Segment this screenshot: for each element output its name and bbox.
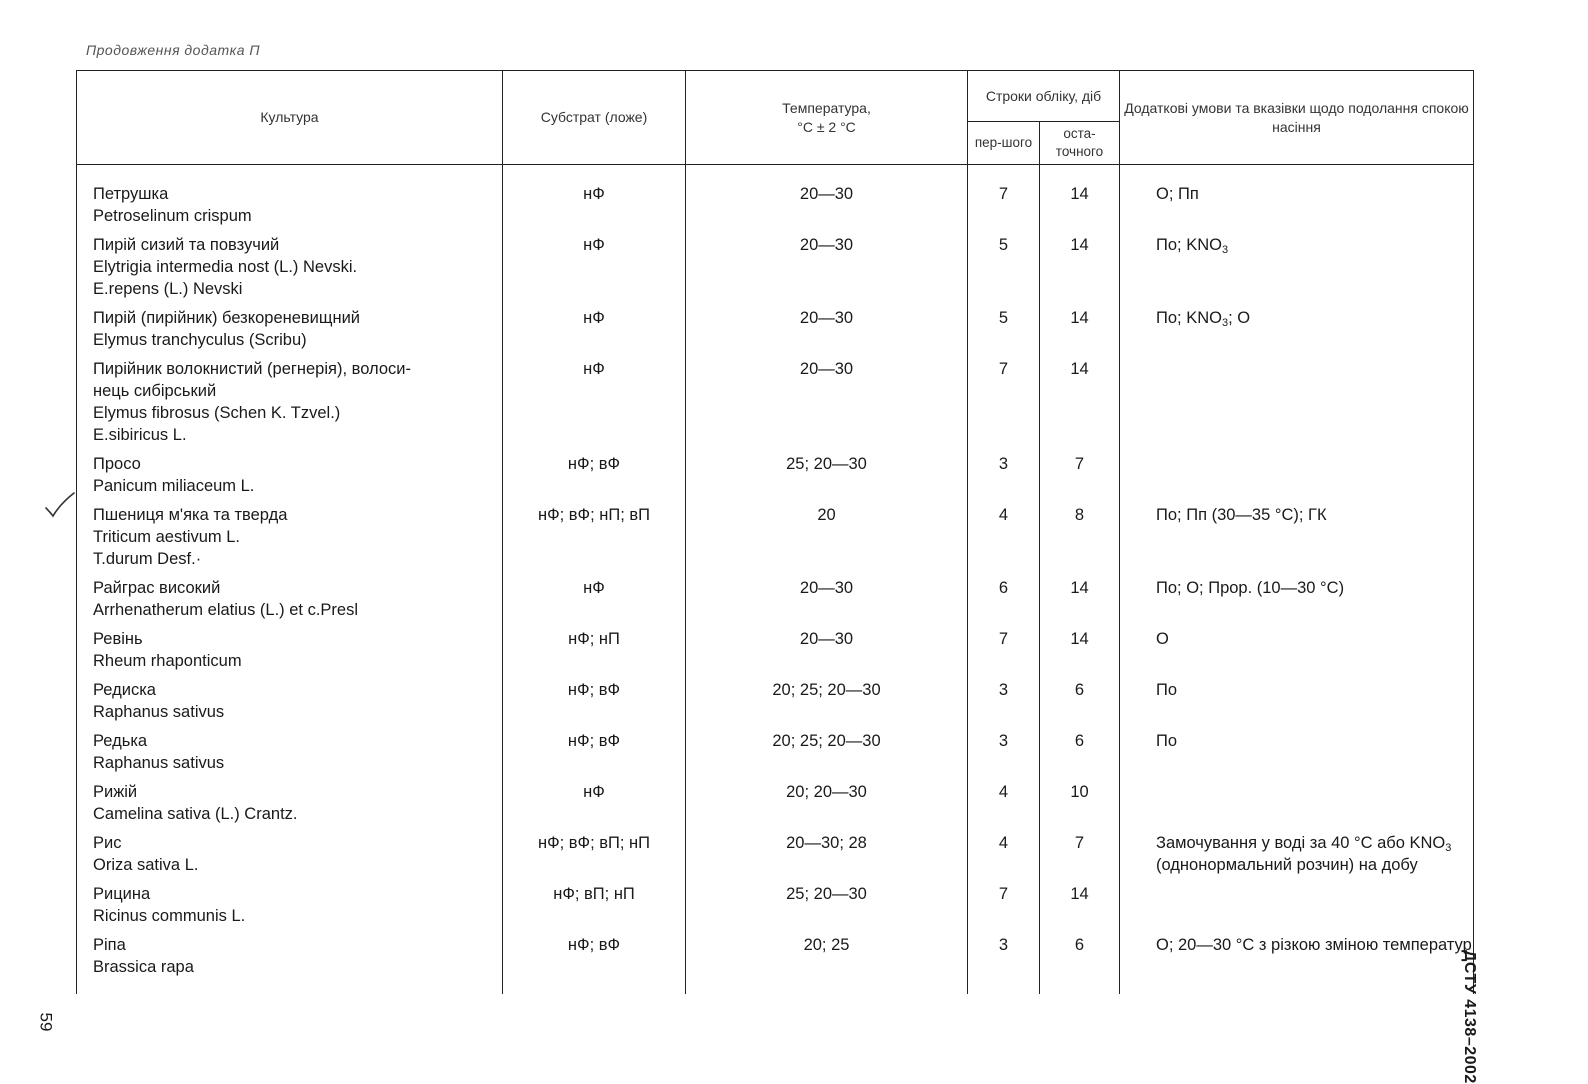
crop-cell <box>77 446 503 497</box>
table-bottom-spacer <box>77 978 1474 994</box>
crop-cell <box>77 825 503 876</box>
temperature-cell: 20 <box>686 497 968 570</box>
final-count-cell: 14 <box>1040 876 1120 927</box>
notes-cell: О; Пп <box>1120 165 1474 228</box>
crop-name-latin: Triticum aestivum L. <box>93 528 241 546</box>
final-count-cell: 14 <box>1040 165 1120 228</box>
final-count-cell: 10 <box>1040 774 1120 825</box>
substrate-cell: нФ <box>503 300 686 351</box>
substrate-cell: нФ; вП; нП <box>503 876 686 927</box>
table-row <box>77 672 1474 723</box>
header-counting-group: Строки обліку, діб <box>968 71 1120 122</box>
header-final-count: оста-точного <box>1040 122 1120 165</box>
spacer-cell <box>503 978 686 994</box>
table-row <box>77 446 1474 497</box>
spacer-cell <box>686 978 968 994</box>
crop-name-latin: E.repens (L.) Nevski <box>93 280 243 298</box>
first-count-cell: 3 <box>968 723 1040 774</box>
crop-name-ua: Ревінь <box>93 630 143 648</box>
final-count-cell: 14 <box>1040 351 1120 446</box>
spacer-cell <box>1120 978 1474 994</box>
crop-name-ua: Пирійник волокнистий (регнерія), волоси- <box>93 360 411 378</box>
table-row <box>77 774 1474 825</box>
crop-name-ua: Рис <box>93 834 122 852</box>
crop-cell <box>77 672 503 723</box>
substrate-cell: нФ <box>503 165 686 228</box>
crop-cell <box>77 351 503 446</box>
final-count-cell: 6 <box>1040 927 1120 978</box>
temperature-cell: 20—30 <box>686 570 968 621</box>
crop-name-ua: Редиска <box>93 681 156 699</box>
temperature-cell: 20—30 <box>686 351 968 446</box>
notes-cell: По; О; Прор. (10—30 °C) <box>1120 570 1474 621</box>
crop-name-latin: Petroselinum crispum <box>93 207 252 225</box>
crop-name-latin: Arrhenatherum elatius (L.) et c.Presl <box>93 601 359 619</box>
notes-cell: О <box>1120 621 1474 672</box>
first-count-cell: 7 <box>968 165 1040 228</box>
temperature-cell: 20; 25; 20—30 <box>686 723 968 774</box>
crop-cell <box>77 927 503 978</box>
substrate-cell: нФ <box>503 570 686 621</box>
crop-name-ua: Пирій сизий та повзучий <box>93 236 280 254</box>
substrate-cell: нФ; вФ; нП; вП <box>503 497 686 570</box>
standard-label: ДСТУ 4138–2002 <box>1461 950 1478 1084</box>
final-count-cell: 8 <box>1040 497 1120 570</box>
crop-cell <box>77 723 503 774</box>
crop-name-latin: Raphanus sativus <box>93 754 225 772</box>
header-temperature-line1: Температура, <box>782 99 871 116</box>
crop-cell <box>77 774 503 825</box>
crop-name-ua: Ріпа <box>93 936 126 954</box>
table-row <box>77 927 1474 978</box>
table-row <box>77 570 1474 621</box>
temperature-cell: 20—30 <box>686 165 968 228</box>
first-count-cell: 5 <box>968 227 1040 300</box>
final-count-cell: 14 <box>1040 227 1120 300</box>
crop-name-latin: Camelina sativa (L.) Crantz. <box>93 805 298 823</box>
table-row <box>77 621 1474 672</box>
crop-name-latin: E.sibiricus L. <box>93 426 187 444</box>
header-notes: Додаткові умови та вказівки щодо подолання спокою насіння <box>1120 71 1474 165</box>
first-count-cell: 3 <box>968 446 1040 497</box>
temperature-cell: 20—30 <box>686 227 968 300</box>
crop-name-latin: Elytrigia intermedia nost (L.) Nevski. <box>93 258 358 276</box>
crop-name-latin: Brassica rapa <box>93 958 194 976</box>
crop-name-latin: Elymus tranchyculus (Scribu) <box>93 331 307 349</box>
table-row <box>77 723 1474 774</box>
temperature-cell: 20—30 <box>686 621 968 672</box>
final-count-cell: 7 <box>1040 825 1120 876</box>
crop-cell <box>77 621 503 672</box>
crop-cell <box>77 876 503 927</box>
spacer-cell <box>77 978 503 994</box>
notes-cell: Замочування у воді за 40 °C або $KNO_3$ (однонормальний розчин) на добу <box>1120 825 1474 876</box>
final-count-cell: 14 <box>1040 300 1120 351</box>
header-first-count: пер-шого <box>968 122 1040 165</box>
final-count-cell: 6 <box>1040 723 1120 774</box>
final-count-cell: 14 <box>1040 570 1120 621</box>
crop-name-latin: Rheum rhaponticum <box>93 652 242 670</box>
table-row <box>77 825 1474 876</box>
seed-germination-table <box>76 70 1473 988</box>
table-row <box>77 300 1474 351</box>
first-count-cell: 3 <box>968 672 1040 723</box>
final-count-cell: 6 <box>1040 672 1120 723</box>
handwritten-checkmark-icon <box>44 492 76 518</box>
notes-cell <box>1120 774 1474 825</box>
crop-name-ua: нець сибірський <box>93 382 217 400</box>
substrate-cell: нФ; вФ <box>503 927 686 978</box>
notes-cell: По; Пп (30—35 °C); ГК <box>1120 497 1474 570</box>
crop-name-ua: Рицина <box>93 885 151 903</box>
crop-name-latin: Ricinus communis L. <box>93 907 246 925</box>
first-count-cell: 6 <box>968 570 1040 621</box>
crop-name-latin: Oriza sativa L. <box>93 856 199 874</box>
substrate-cell: нФ; вФ <box>503 446 686 497</box>
first-count-cell: 3 <box>968 927 1040 978</box>
first-count-cell: 4 <box>968 825 1040 876</box>
substrate-cell: нФ; вФ <box>503 723 686 774</box>
crop-name-latin: T.durum Desf.· <box>93 550 202 568</box>
final-count-cell: 14 <box>1040 621 1120 672</box>
crop-name-ua: Пшениця м'яка та тверда <box>93 506 288 524</box>
crop-name-ua: Петрушка <box>93 185 169 203</box>
temperature-cell: 25; 20—30 <box>686 446 968 497</box>
first-count-cell: 5 <box>968 300 1040 351</box>
crop-name-ua: Редька <box>93 732 148 750</box>
first-count-cell: 7 <box>968 351 1040 446</box>
table-row <box>77 165 1474 228</box>
first-count-cell: 4 <box>968 774 1040 825</box>
crop-cell <box>77 300 503 351</box>
spacer-cell <box>1040 978 1120 994</box>
continuation-label: Продовження додатка П <box>86 42 261 58</box>
notes-cell: По; $KNO_3$ <box>1120 227 1474 300</box>
substrate-cell: нФ <box>503 227 686 300</box>
notes-cell <box>1120 446 1474 497</box>
notes-cell <box>1120 351 1474 446</box>
first-count-cell: 4 <box>968 497 1040 570</box>
notes-cell: По <box>1120 672 1474 723</box>
substrate-cell: нФ; вФ; вП; нП <box>503 825 686 876</box>
final-count-cell: 7 <box>1040 446 1120 497</box>
temperature-cell: 25; 20—30 <box>686 876 968 927</box>
crop-cell <box>77 570 503 621</box>
crop-cell <box>77 165 503 228</box>
table-row <box>77 876 1474 927</box>
header-crop: Культура <box>77 71 503 165</box>
crop-name-ua: Рижій <box>93 783 138 801</box>
spacer-cell <box>968 978 1040 994</box>
temperature-cell: 20—30 <box>686 300 968 351</box>
table-row <box>77 227 1474 300</box>
header-temperature-line2: °C ± 2 °C <box>797 118 856 135</box>
crop-name-ua: Райграс високий <box>93 579 221 597</box>
temperature-cell: 20—30; 28 <box>686 825 968 876</box>
crop-name-latin: Panicum miliaceum L. <box>93 477 255 495</box>
substrate-cell: нФ <box>503 351 686 446</box>
notes-cell: По <box>1120 723 1474 774</box>
table-row <box>77 497 1474 570</box>
first-count-cell: 7 <box>968 876 1040 927</box>
notes-cell: По; $KNO_3$; О <box>1120 300 1474 351</box>
first-count-cell: 7 <box>968 621 1040 672</box>
crop-name-ua: Пирій (пирійник) безкореневищний <box>93 309 361 327</box>
crop-name-latin: Elymus fibrosus (Schen K. Tzvel.) <box>93 404 341 422</box>
table-row <box>77 351 1474 446</box>
crop-cell <box>77 227 503 300</box>
temperature-cell: 20; 20—30 <box>686 774 968 825</box>
header-temperature <box>686 71 968 165</box>
notes-cell <box>1120 876 1474 927</box>
substrate-cell: нФ <box>503 774 686 825</box>
temperature-cell: 20; 25; 20—30 <box>686 672 968 723</box>
temperature-cell: 20; 25 <box>686 927 968 978</box>
notes-cell: О; 20—30 °C з різкою зміною температур <box>1120 927 1474 978</box>
crop-name-latin: Raphanus sativus <box>93 703 225 721</box>
crop-cell <box>77 497 503 570</box>
substrate-cell: нФ; нП <box>503 621 686 672</box>
page-number: 59 <box>36 1012 56 1032</box>
substrate-cell: нФ; вФ <box>503 672 686 723</box>
crop-name-ua: Просо <box>93 455 141 473</box>
header-substrate: Субстрат (ложе) <box>503 71 686 165</box>
